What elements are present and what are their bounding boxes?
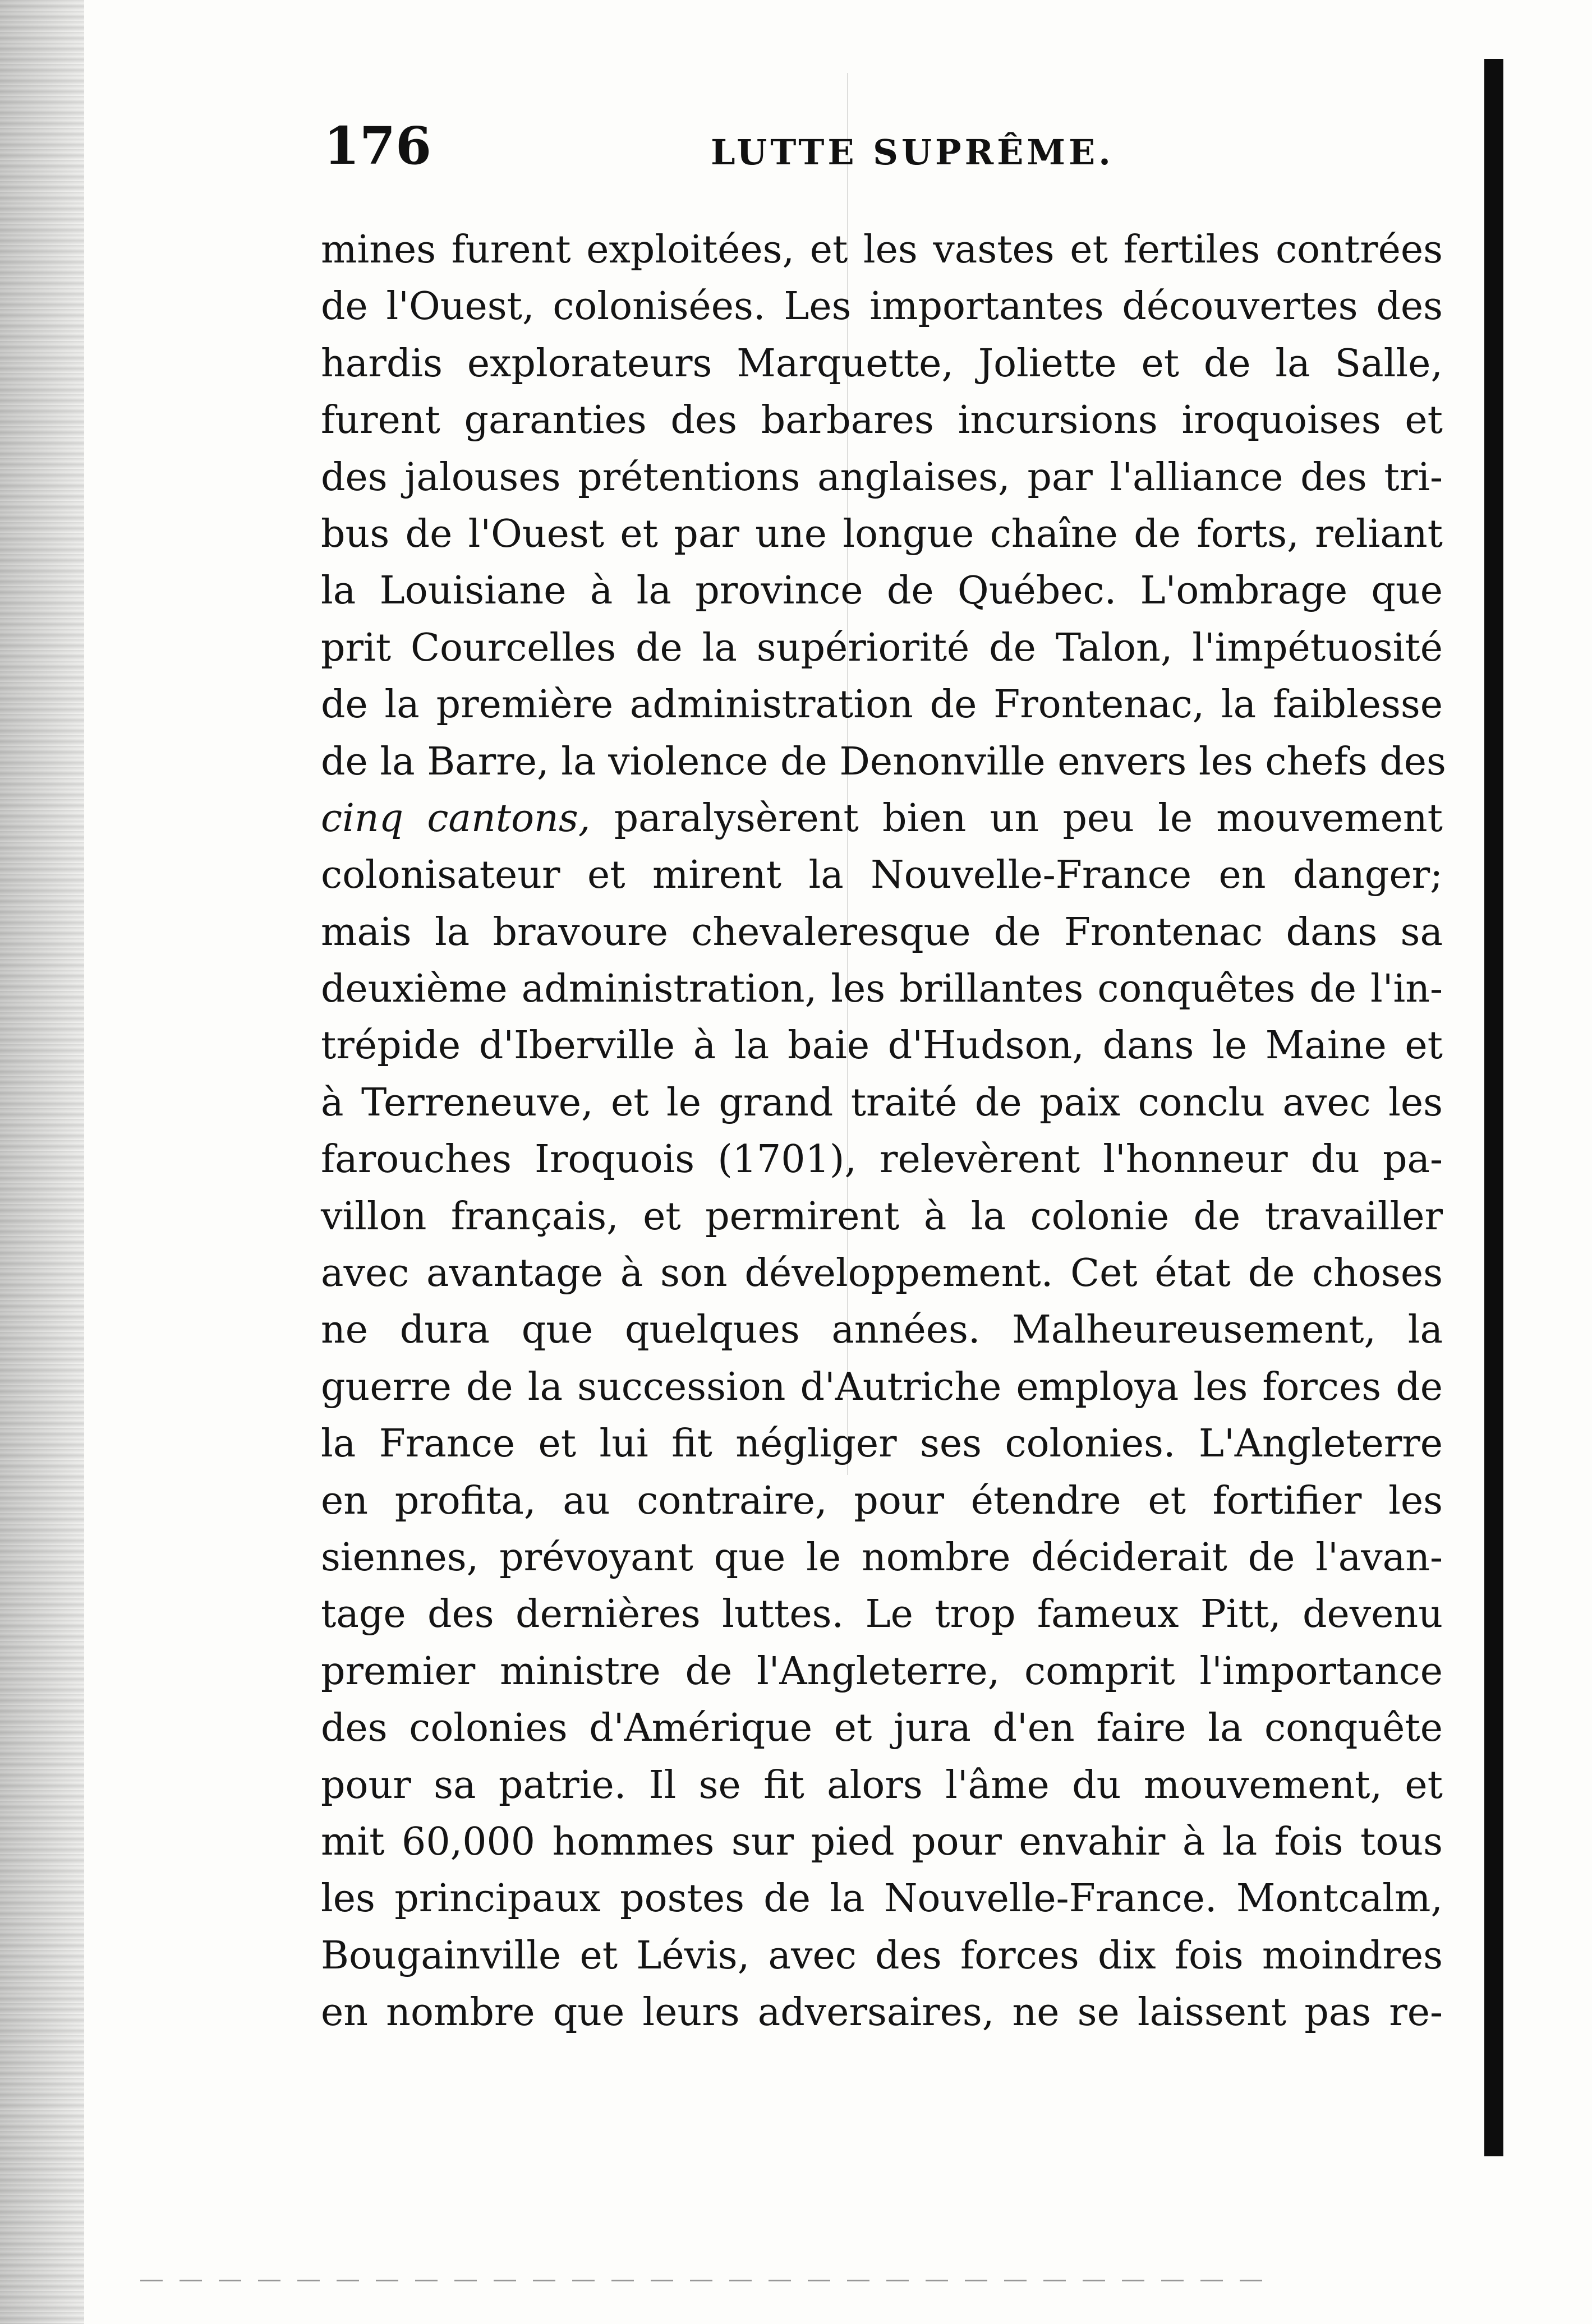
text-line: les principaux postes de la Nouvelle-France. Montcalm, (321, 1876, 1443, 1921)
text-line: guerre de la succession d'Autriche employa les forces de (321, 1364, 1443, 1409)
text-line: hardis explorateurs Marquette, Joliette et de la Salle, (321, 341, 1443, 386)
text-line: avec avantage à son développement. Cet état de choses (321, 1251, 1443, 1296)
text-line: deuxième administration, les brillantes conquêtes de l'in- (321, 967, 1443, 1012)
text-line: trépide d'Iberville à la baie d'Hudson, dans le Maine et (321, 1023, 1443, 1068)
scan-edge-shadow (0, 0, 84, 2324)
bottom-scan-line (140, 2280, 1262, 2281)
text-line: pour sa patrie. Il se fit alors l'âme du mouvement, et (321, 1763, 1443, 1807)
text-line: mit 60,000 hommes sur pied pour envahir à la fois tous (321, 1819, 1443, 1864)
text-line: colonisateur et mirent la Nouvelle-France en danger; (321, 853, 1443, 898)
text-line: de la première administration de Frontenac, la faiblesse (321, 683, 1443, 727)
text-line: des jalouses prétentions anglaises, par l'alliance des tri- (321, 455, 1443, 500)
text-line: premier ministre de l'Angleterre, comprit l'importance (321, 1649, 1443, 1694)
text-line: de la Barre, la violence de Denonville envers les chefs des (321, 739, 1446, 784)
text-line: en nombre que leurs adversaires, ne se laissent pas re- (321, 1990, 1443, 2035)
page-number: 176 (324, 116, 432, 176)
text-line: à Terreneuve, et le grand traité de paix conclu avec les (321, 1080, 1443, 1125)
scan-spine-bar (1484, 59, 1503, 2156)
text-line: siennes, prévoyant que le nombre déciderait de l'avan- (321, 1535, 1443, 1580)
body-text (321, 222, 1446, 2041)
text-line: tage des dernières luttes. Le trop fameux Pitt, devenu (321, 1592, 1443, 1637)
text-line: farouches Iroquois (1701), relevèrent l'honneur du pa- (321, 1137, 1443, 1182)
text-line: Bougainville et Lévis, avec des forces dix fois moindres (321, 1933, 1443, 1978)
text-line: des colonies d'Amérique et jura d'en faire la conquête (321, 1706, 1443, 1751)
text-line: la France et lui fit négliger ses colonies. L'Angleterre (321, 1422, 1443, 1467)
text-line: en profita, au contraire, pour étendre et fortifier les (321, 1478, 1443, 1523)
text-line: ne dura que quelques années. Malheureusement, la (321, 1308, 1443, 1353)
text-line: bus de l'Ouest et par une longue chaîne de forts, reliant (321, 511, 1443, 556)
text-line: furent garanties des barbares incursions iroquoises et (321, 398, 1443, 443)
text-line-with-italic (321, 790, 1443, 847)
italic-phrase: cinq cantons, (321, 796, 591, 841)
text-line-remainder: paralysèrent bien un peu le mouvement (614, 796, 1443, 841)
text-line: mais la bravoure chevaleresque de Frontenac dans sa (321, 910, 1443, 955)
text-line: prit Courcelles de la supériorité de Talon, l'impétuosité (321, 625, 1443, 670)
text-line: villon français, et permirent à la colonie de travailler (321, 1194, 1443, 1239)
text-line: la Louisiane à la province de Québec. L'ombrage que (321, 569, 1443, 614)
text-line: mines furent exploitées, et les vastes et fertiles contrées (321, 228, 1443, 272)
running-head: LUTTE SUPRÊME. (711, 132, 1114, 173)
text-line: de l'Ouest, colonisées. Les importantes découvertes des (321, 284, 1443, 329)
page-header (324, 112, 1446, 179)
